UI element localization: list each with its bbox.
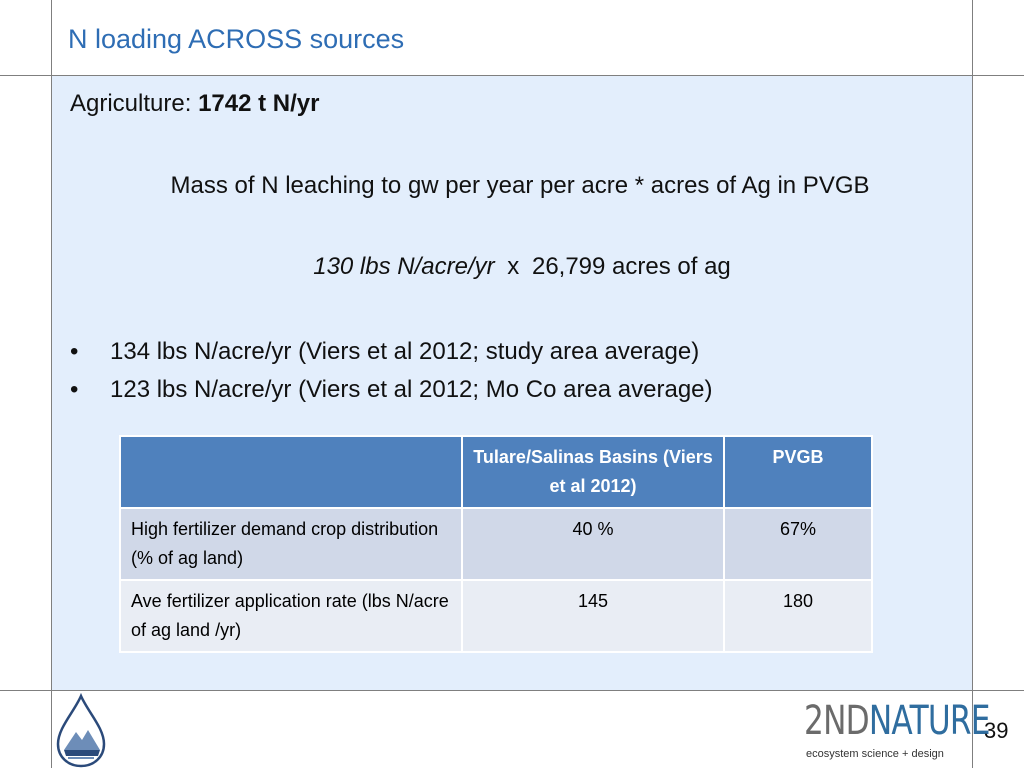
fertilizer-table (119, 435, 873, 653)
row-tulare-value: 40 % (462, 508, 724, 580)
agriculture-value: 1742 t N/yr (198, 90, 320, 117)
formula-line (52, 253, 992, 281)
frame-line-right (972, 0, 973, 768)
bullet-item (70, 376, 713, 404)
agriculture-line (70, 90, 319, 118)
bullet-text: 123 lbs N/acre/yr (Viers et al 2012; Mo Co area average) (110, 376, 713, 403)
table-row (120, 580, 872, 652)
row-pvgb-value: 67% (724, 508, 872, 580)
table-header-row (120, 436, 872, 508)
bullet-item (70, 338, 699, 366)
row-label: High fertilizer demand crop distribution (% of ag land) (120, 508, 462, 580)
bullet-text: 134 lbs N/acre/yr (Viers et al 2012; study area average) (110, 338, 700, 365)
table-header-tulare: Tulare/Salinas Basins (Viers et al 2012) (462, 436, 724, 508)
formula-acres: 26,799 acres of ag (531, 253, 731, 280)
agriculture-label: Agriculture: (70, 90, 199, 117)
2ndnature-logo (800, 698, 990, 766)
table-row (120, 508, 872, 580)
row-label: Ave fertilizer application rate (lbs N/acre of ag land /yr) (120, 580, 462, 652)
mass-equation-line: Mass of N leaching to gw per year per acre * acres of Ag in PVGB (170, 172, 870, 199)
page-number: 39 (984, 718, 1009, 743)
table-header-empty (120, 436, 462, 508)
row-pvgb-value: 180 (724, 580, 872, 652)
slide-title: N loading ACROSS sources (68, 24, 405, 54)
formula-multiply: x (507, 253, 520, 280)
bullet-icon: • (70, 338, 79, 365)
row-tulare-value: 145 (462, 580, 724, 652)
formula-rate: 130 lbs N/acre/yr (313, 253, 495, 280)
table-header-pvgb: PVGB (724, 436, 872, 508)
bullet-icon: • (70, 376, 79, 403)
water-drop-mountain-logo-icon (52, 692, 110, 768)
frame-line-bottom (0, 690, 1024, 691)
2ndnature-wordmark: 2NDNATURE (804, 698, 990, 744)
2ndnature-tagline: ecosystem science + design (806, 748, 944, 760)
